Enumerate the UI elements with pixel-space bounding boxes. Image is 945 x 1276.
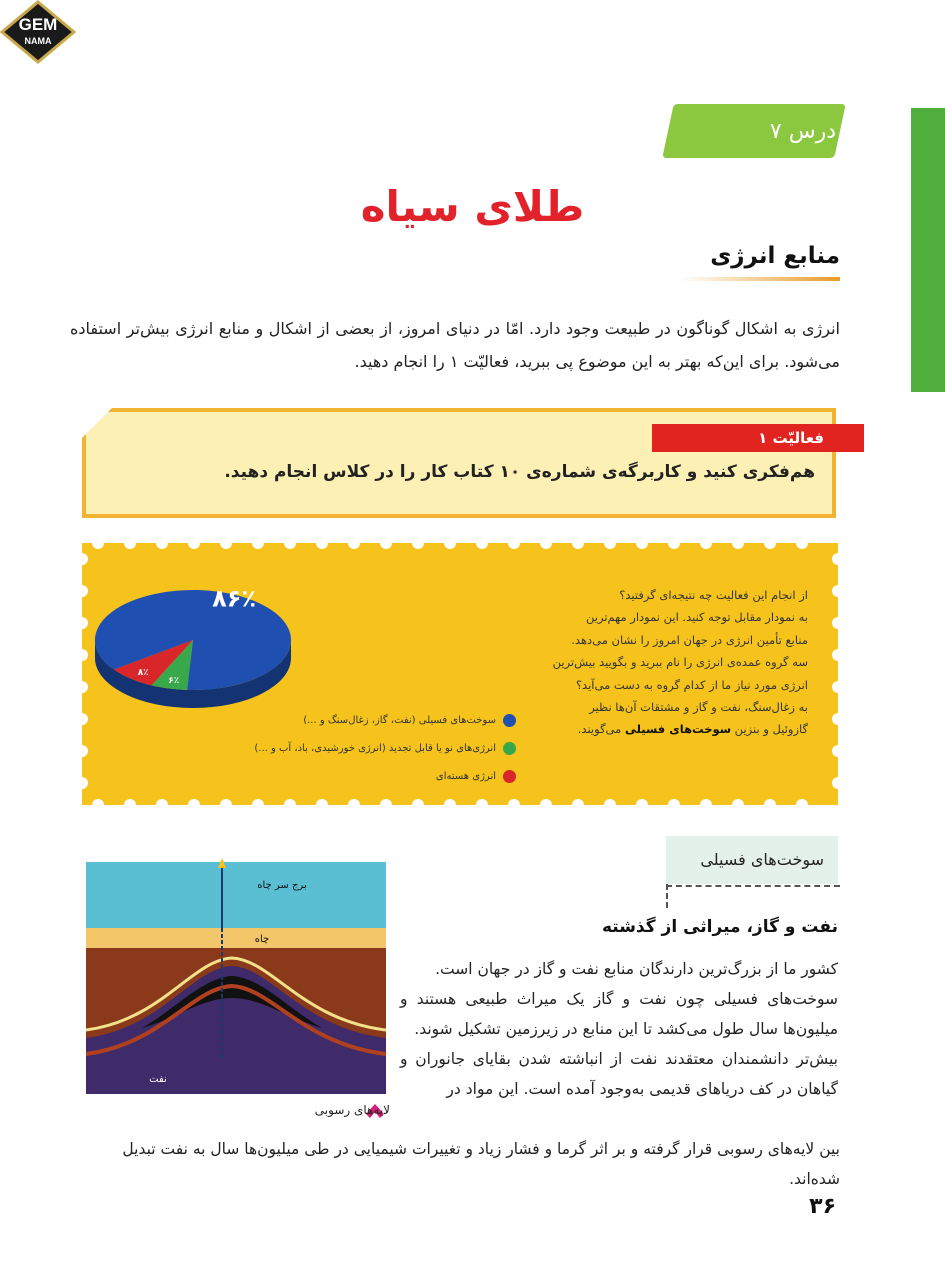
panel-perforation xyxy=(832,777,844,789)
logo-text-top: GEM xyxy=(18,15,58,34)
legend-dot-nuclear xyxy=(503,770,516,783)
panel-perforation xyxy=(220,799,232,811)
panel-perforation xyxy=(316,537,328,549)
panel-perforation xyxy=(188,799,200,811)
chart-panel-line-end: می‌گویند. xyxy=(577,722,625,737)
panel-perforation xyxy=(76,745,88,757)
panel-perforation xyxy=(76,585,88,597)
panel-perforation xyxy=(764,537,776,549)
panel-perforation xyxy=(540,537,552,549)
panel-perforation xyxy=(316,799,328,811)
panel-perforation xyxy=(252,537,264,549)
energy-pie-chart xyxy=(88,580,298,730)
panel-perforation xyxy=(348,799,360,811)
chart-panel-line: به نمودار مقابل توجه کنید. این نمودار مهم‌ترین xyxy=(586,610,808,625)
oil-well-diagram xyxy=(82,858,390,1098)
panel-perforation xyxy=(832,713,844,725)
panel-perforation xyxy=(508,537,520,549)
panel-perforation xyxy=(572,537,584,549)
site-logo xyxy=(0,0,76,64)
page-title: طلای سیاه xyxy=(360,182,585,231)
panel-perforation xyxy=(76,681,88,693)
legend-item xyxy=(200,738,516,760)
panel-perforation xyxy=(732,799,744,811)
panel-perforation xyxy=(636,537,648,549)
panel-perforation xyxy=(124,537,136,549)
chart-panel-line-start: گازوئیل و بنزین xyxy=(731,722,808,737)
activity-label: فعالیّت ۱ xyxy=(652,424,864,452)
panel-perforation xyxy=(412,537,424,549)
pie-label: ۸۶٪ xyxy=(212,584,257,613)
fossil-section-label: سوخت‌های فسیلی xyxy=(666,836,838,884)
pie-label: ۶٪ xyxy=(168,675,180,686)
panel-perforation xyxy=(92,537,104,549)
lesson-number: درس ۷ xyxy=(769,119,836,144)
chart-panel-line: سه گروه عمده‌ی انرژی را نام ببرید و بگویید بیش‌ترین xyxy=(552,655,808,670)
panel-perforation xyxy=(764,799,776,811)
panel-perforation xyxy=(700,799,712,811)
panel-perforation xyxy=(604,799,616,811)
legend-label: انرژی‌های نو یا قابل تجدید (انرژی خورشیدی، باد، آب و ...) xyxy=(254,743,496,754)
panel-perforation xyxy=(124,799,136,811)
panel-perforation xyxy=(76,777,88,789)
pie-label: ۸٪ xyxy=(137,667,149,678)
fossil-fuels-bold: سوخت‌های فسیلی xyxy=(624,722,732,737)
legend-dot-renewable xyxy=(503,742,516,755)
label-tower: برج سر چاه xyxy=(257,880,307,891)
panel-perforation xyxy=(156,537,168,549)
section-heading-underline xyxy=(680,277,840,281)
label-well: چاه xyxy=(254,934,270,945)
body-paragraph: بیش‌تر دانشمندان معتقدند نفت از انباشته شدن بقایای جانوران و گیاهان در کف دریاهای قدیمی به‌وجود آمده است. این مواد در xyxy=(400,1050,838,1098)
panel-perforation xyxy=(832,617,844,629)
panel-perforation xyxy=(832,585,844,597)
panel-perforation xyxy=(832,681,844,693)
panel-perforation xyxy=(732,537,744,549)
panel-perforation xyxy=(832,649,844,661)
legend-label: انرژی هسته‌ای xyxy=(435,771,496,782)
panel-perforation xyxy=(92,799,104,811)
panel-perforation xyxy=(540,799,552,811)
panel-perforation xyxy=(412,799,424,811)
panel-perforation xyxy=(604,537,616,549)
page-number: ۳۶ xyxy=(809,1194,836,1219)
label-oil: نفت xyxy=(149,1074,167,1085)
panel-perforation xyxy=(76,553,88,565)
body-paragraph: کشور ما از بزرگ‌ترین دارندگان منابع نفت و گاز در جهان است. xyxy=(435,960,838,978)
panel-perforation xyxy=(76,713,88,725)
legend-item xyxy=(200,710,516,732)
body-last-line: بین لایه‌های رسوبی قرار گرفته و بر اثر گرما و فشار زیاد و تغییرات شیمیایی در طی میلیون‌ها سال به نفت تبدیل شده‌اند. xyxy=(122,1140,840,1188)
chart-panel-line: انرژی مورد نیاز ما از کدام گروه به دست می‌آید؟ xyxy=(575,677,808,692)
panel-perforation xyxy=(508,799,520,811)
panel-perforation xyxy=(76,649,88,661)
section-heading: منابع انرژی xyxy=(710,243,840,269)
panel-perforation xyxy=(284,799,296,811)
legend-label: سوخت‌های فسیلی (نفت، گاز، زغال‌سنگ و ...) xyxy=(303,715,496,726)
legend-dot-fossil xyxy=(503,714,516,727)
chart-panel-line: منابع تأمین انرژی در جهان امروز را نشان می‌دهد. xyxy=(571,632,808,647)
chart-panel-line: به زغال‌سنگ، نفت و گاز و مشتقات آن‌ها نظیر xyxy=(589,700,808,715)
diagram-sand-layer xyxy=(86,928,386,948)
legend-item xyxy=(200,766,516,788)
logo-text-bottom: NAMA xyxy=(24,36,52,46)
activity-text: هم‌فکری کنید و کاربرگه‌ی شماره‌ی ۱۰ کتاب کار را در کلاس انجام دهید. xyxy=(224,462,815,482)
panel-perforation xyxy=(636,799,648,811)
fossil-section-divider xyxy=(666,885,840,887)
panel-perforation xyxy=(668,799,680,811)
panel-perforation xyxy=(220,537,232,549)
body-text xyxy=(400,954,838,1104)
diagram-caption: لایه‌های رسوبی xyxy=(314,1103,390,1117)
chart-panel-line: از انجام این فعالیت چه نتیجه‌ای گرفتید؟ xyxy=(619,588,808,602)
panel-perforation xyxy=(444,537,456,549)
panel-perforation xyxy=(700,537,712,549)
panel-perforation xyxy=(76,617,88,629)
panel-perforation xyxy=(668,537,680,549)
panel-perforation xyxy=(252,799,264,811)
panel-perforation xyxy=(796,537,808,549)
fossil-section-divider-side xyxy=(666,884,668,908)
chart-panel-text xyxy=(520,584,808,741)
panel-perforation xyxy=(832,745,844,757)
chapter-side-tab xyxy=(911,108,945,392)
panel-perforation xyxy=(832,553,844,565)
subheading: نفت و گاز، میراثی از گذشته xyxy=(601,917,838,937)
panel-perforation xyxy=(476,799,488,811)
panel-perforation xyxy=(380,799,392,811)
panel-perforation xyxy=(156,799,168,811)
intro-paragraph: انرژی به اشکال گوناگون در طبیعت وجود دارد. امّا در دنیای امروز، از بعضی از اشکال و منابع انرژی بیش‌تر استفاده می‌شود. برای این‌که بهتر به این موضوع پی ببرید، فعالیّت ۱ را انجام دهید. xyxy=(70,319,840,371)
panel-perforation xyxy=(348,537,360,549)
panel-perforation xyxy=(188,537,200,549)
chart-panel-line xyxy=(520,718,808,740)
panel-perforation xyxy=(444,799,456,811)
panel-perforation xyxy=(476,537,488,549)
panel-perforation xyxy=(796,799,808,811)
panel-perforation xyxy=(572,799,584,811)
body-paragraph: سوخت‌های فسیلی چون نفت و گاز یک میراث طبیعی هستند و میلیون‌ها سال طول می‌کشد تا این منابع در زیرزمین تشکیل شوند. xyxy=(400,990,838,1038)
panel-perforation xyxy=(284,537,296,549)
panel-perforation xyxy=(380,537,392,549)
